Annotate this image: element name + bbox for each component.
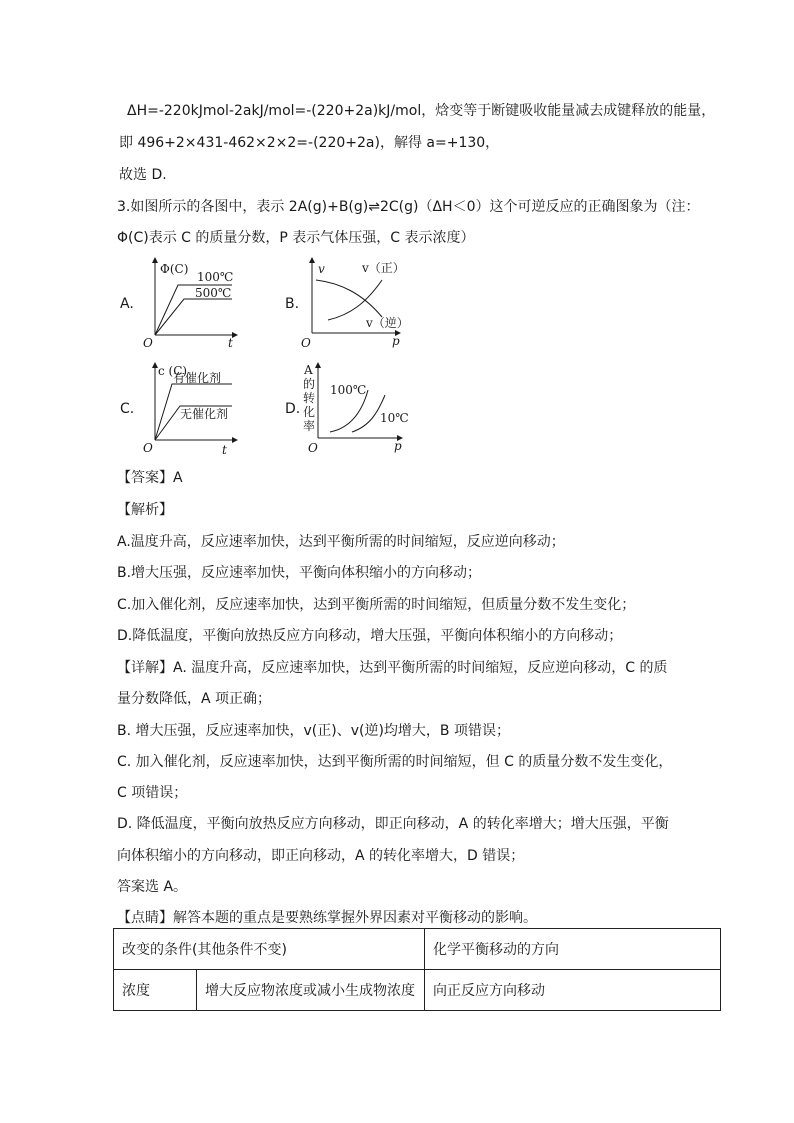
y-axis-label-char: 率: [303, 419, 316, 433]
analysis-heading: 【解析】: [117, 502, 173, 518]
curve-label: 10℃: [380, 411, 409, 425]
detail-line: 量分数降低，A 项正确；: [117, 691, 272, 707]
analysis-line: B.增大压强，反应速率加快，平衡向体积缩小的方向移动；: [117, 565, 482, 581]
curve-label: 无催化剂: [180, 407, 229, 421]
table-cell: 向正反应方向移动: [425, 970, 721, 1011]
y-axis-label: Φ(C): [160, 262, 189, 276]
graph-a: [140, 255, 240, 350]
y-axis-label-char: 转: [303, 391, 316, 405]
detail-line: C. 加入催化剂，反应速率加快，达到平衡所需的时间缩短，但 C 的质量分数不发生变化，: [117, 754, 673, 770]
detail-line: 向体积缩小的方向移动，即正向移动，A 的转化率增大，D 错误；: [117, 848, 525, 864]
option-label-b: B.: [285, 296, 300, 312]
answer-heading: 【答案】A: [117, 470, 183, 486]
analysis-line: C.加入催化剂，反应速率加快，达到平衡所需的时间缩短，但质量分数不发生变化；: [117, 597, 636, 613]
curve-500c: [155, 299, 232, 335]
curve-label: 有催化剂: [173, 371, 222, 385]
x-axis-label: p: [394, 439, 402, 453]
origin-label: O: [143, 336, 153, 350]
option-label-c: C.: [120, 401, 135, 417]
y-axis-label-char: A: [304, 363, 313, 377]
curve-label: v（正）: [362, 261, 405, 275]
table-row: [114, 970, 721, 1011]
graph-c: [140, 360, 240, 455]
conditions-table: [113, 928, 721, 1011]
graph-b: [300, 255, 409, 350]
table-header-cell: 化学平衡移动的方向: [425, 929, 721, 970]
x-axis-label: t: [222, 443, 227, 457]
origin-label: O: [308, 441, 318, 455]
detail-line: D. 降低温度，平衡向放热反应方向移动，即正向移动，A 的转化率增大；增大压强，平衡: [117, 816, 669, 832]
table-header-cell: 改变的条件(其他条件不变): [114, 929, 425, 970]
analysis-line: D.降低温度，平衡向放热反应方向移动，增大压强，平衡向体积缩小的方向移动；: [117, 628, 623, 644]
analysis-line: A.温度升高，反应速率加快，达到平衡所需的时间缩短，反应逆向移动；: [117, 534, 565, 550]
question-line: 3.如图所示的各图中，表示 2A(g)+B(g)⇌2C(g)（ΔH＜0）这个可逆反应的正确图象为（注：: [117, 199, 700, 215]
table-cell: 浓度: [114, 970, 197, 1011]
y-axis-label: c (C): [158, 364, 188, 378]
x-axis-label: t: [228, 336, 233, 350]
detail-line: C 项错误；: [117, 785, 188, 801]
origin-label: O: [301, 336, 311, 350]
curve-label: 100℃: [330, 383, 367, 397]
detail-line: B. 增大压强，反应速率加快，v(正)、v(逆)均增大，B 项错误；: [117, 723, 510, 739]
x-axis-label: p: [392, 334, 400, 348]
question-note-line: Φ(C)表示 C 的质量分数，P 表示气体压强，C 表示浓度）: [117, 230, 475, 246]
text-line: 即 496+2×431-462×2×2=-(220+2a)，解得 a=+130，: [119, 135, 500, 151]
y-axis-label-char: 的: [303, 377, 316, 391]
final-answer-line: 答案选 A。: [117, 879, 188, 895]
text-line: ΔH=-220kJmol-2akJ/mol=-(220+2a)kJ/mol，焓变等于断键吸收能量减去成键释放的能量，: [127, 103, 716, 119]
text-line: 故选 D.: [119, 167, 167, 183]
curve-label: 100℃: [197, 270, 234, 284]
detail-line: 【详解】A. 温度升高，反应速率加快，达到平衡所需的时间缩短，反应逆向移动，C 的质: [117, 660, 668, 676]
key-point-line: 【点睛】解答本题的重点是要熟练掌握外界因素对平衡移动的影响。: [117, 910, 537, 926]
option-label-d: D.: [285, 401, 301, 417]
y-axis-label-char: 化: [303, 405, 316, 419]
option-label-a: A.: [120, 296, 134, 312]
curve-v-forward: [316, 280, 382, 317]
curve-v-reverse: [328, 280, 382, 320]
table-cell: 增大反应物浓度或减小生成物浓度: [197, 970, 425, 1011]
graph-d: [300, 360, 409, 455]
curve-label: 500℃: [195, 286, 232, 300]
y-axis-label: v: [318, 262, 325, 276]
curve-label: v（逆）: [366, 316, 409, 330]
table-row: [114, 929, 721, 970]
origin-label: O: [143, 441, 153, 455]
